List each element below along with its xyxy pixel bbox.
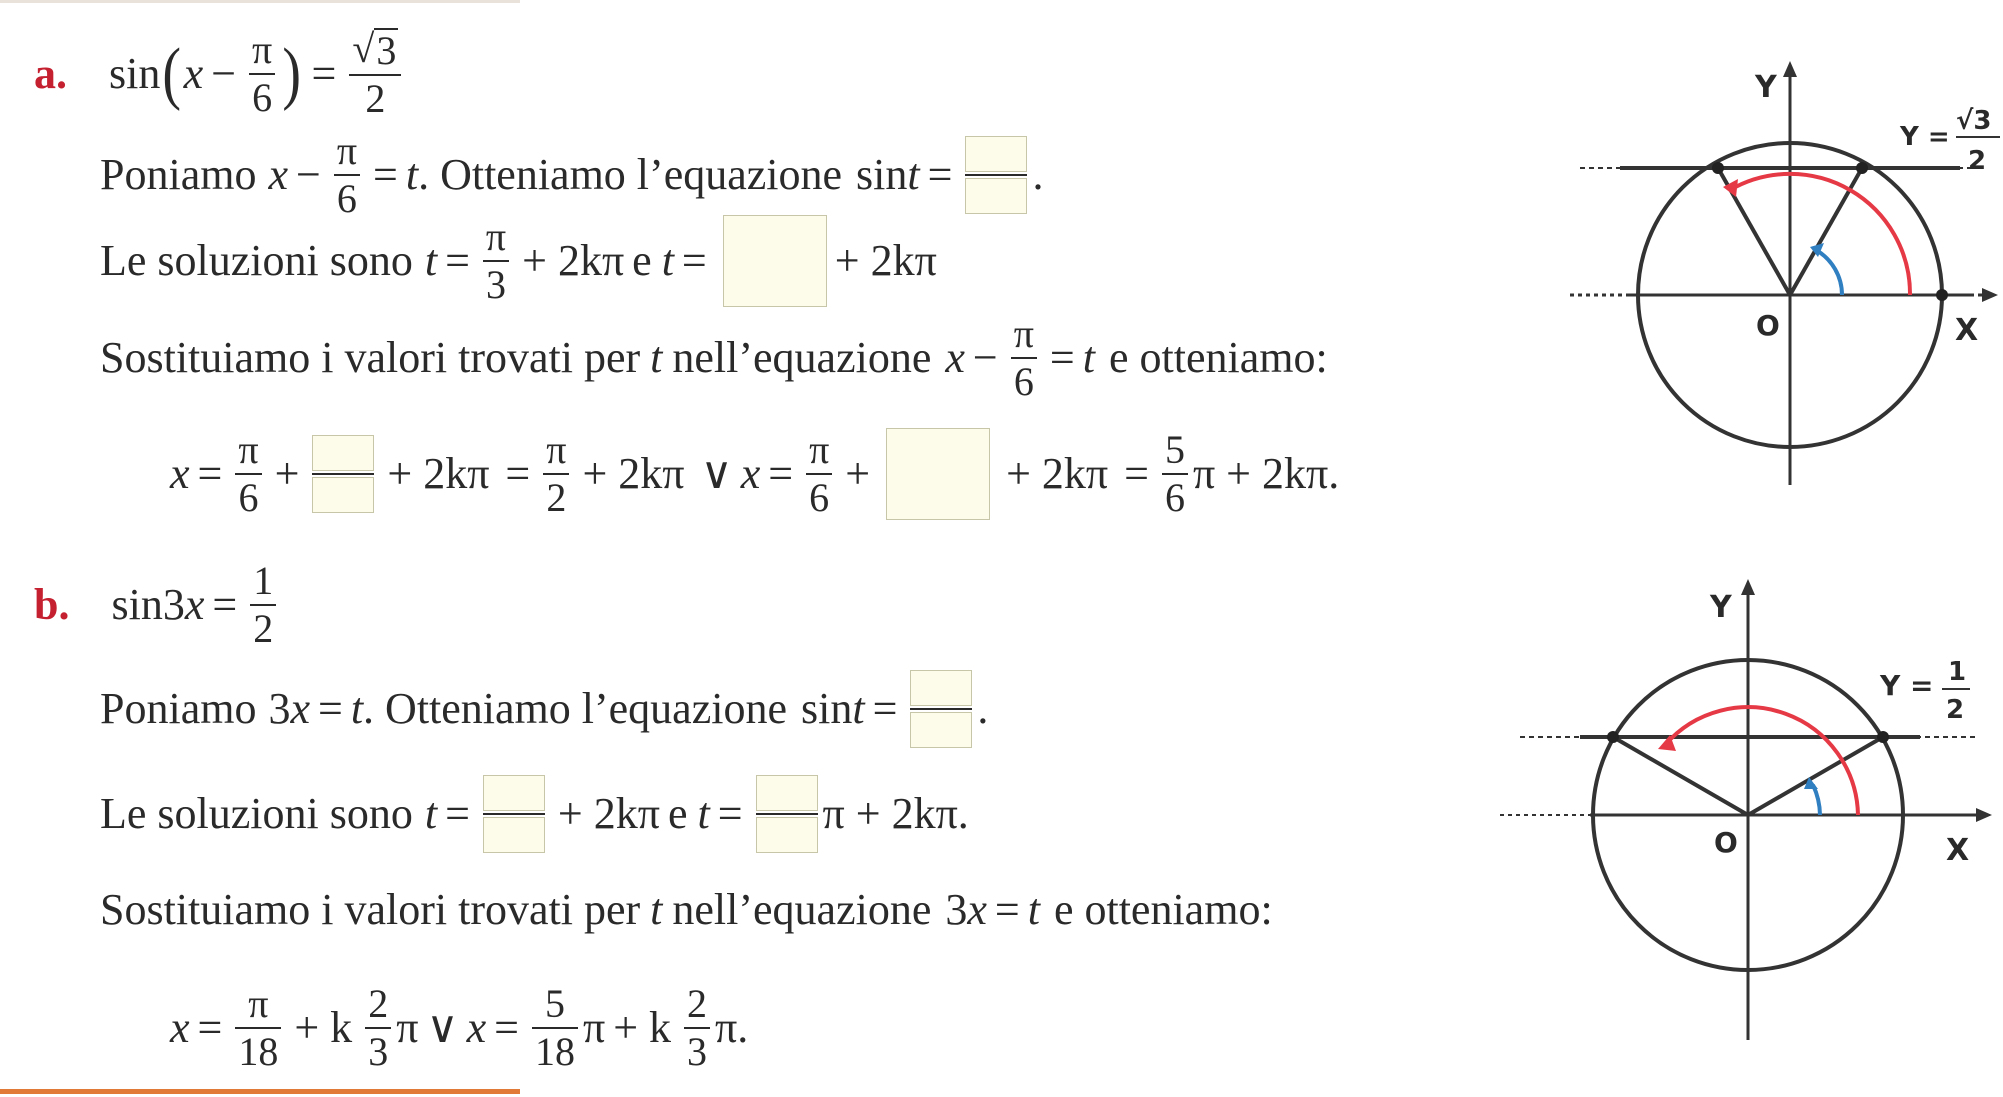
line-label: Y = [1880,669,1934,702]
problem-b-line-2: Le soluzioni sono t = + 2kπ e t = π + 2kπ. [100,775,969,853]
blank-numerator[interactable] [965,136,1027,172]
x-axis-label: X [1955,313,1979,348]
answer-blank-a-x1[interactable] [312,435,374,513]
unit-circle-diagram-b [1500,575,2000,1050]
problem-a-line-2: Le soluzioni sono t = $\frac{\pi}{3}$ + 2kπ e t = + 2kπ [100,214,937,307]
top-divider [0,0,520,3]
blank-denominator[interactable] [965,178,1027,214]
answer-blank-a-second-solution[interactable] [723,215,827,307]
answer-blank-b-sint[interactable] [910,670,972,748]
line-label-den: 2 [1968,146,1987,176]
y-axis-label: Y [1755,70,1777,105]
answer-blank-a-sint[interactable] [965,136,1027,214]
problem-a-line-4: x = $\frac{\pi}{6}$ + + 2kπ = $\frac{\pi}{2}$ + 2kπ ∨ x = $\frac{\pi}{6}$ + + 2kπ = $\frac{5}{6}$ π + 2kπ. [170,427,1340,520]
pi-over-six: $\frac{\pi}{6}$ [249,29,275,119]
x-axis-label: X [1946,833,1970,868]
answer-blank-a-x2[interactable] [886,428,990,520]
unit-circle-diagram-a [1560,55,2003,500]
minus-sign: − [211,49,237,98]
bottom-accent-line [0,1089,520,1094]
problem-b-line-4: x = $\frac{\pi}{18}$ + k $\frac{2}{3}$ π ∨ x = $\frac{5}{18}$ π + k $\frac{2}{3}$ π. [170,981,749,1074]
problem-a-label: a. [34,49,67,98]
y-axis-label: Y [1710,590,1732,625]
problem-a-line-3: Sostituiamo i valori trovati per t nell’equazione x − $\frac{\pi}{6}$ = t e otteniamo: [100,311,1328,404]
sqrt3-over-2: √ 3 2 [349,28,401,120]
answer-blank-b-t2[interactable] [756,775,818,853]
problem-b-line-3: Sostituiamo i valori trovati per t nell’equazione 3 x = t e otteniamo: [100,885,1273,934]
paren-close: ) [282,35,302,112]
line-label: Y = [1900,122,1950,152]
line-label-num: 1 [1948,657,1967,687]
origin-label: O [1714,826,1738,859]
answer-blank-b-t1[interactable] [483,775,545,853]
line-label-den: 2 [1946,695,1965,725]
var-x: x [183,49,204,98]
sin3x-function: sin3 [111,580,185,629]
sin-function: sin [109,49,161,98]
problem-a-line-1: Poniamo x − $\frac{\pi}{6}$ = t . Otteniamo l’equazione sin t = . [100,128,1044,221]
problem-b-line-1: Poniamo 3 x = t . Otteniamo l’equazione sin t = . [100,670,988,748]
equals-sign: = [311,49,337,98]
problem-b-label: b. [34,580,70,629]
paren-open: ( [162,35,182,112]
line-label-num: √3 [1956,106,1992,136]
problem-b-header: b. sin3 x = $\frac{1}{2}$ [34,560,281,650]
origin-label: O [1756,309,1780,342]
problem-a-header [34,28,406,120]
